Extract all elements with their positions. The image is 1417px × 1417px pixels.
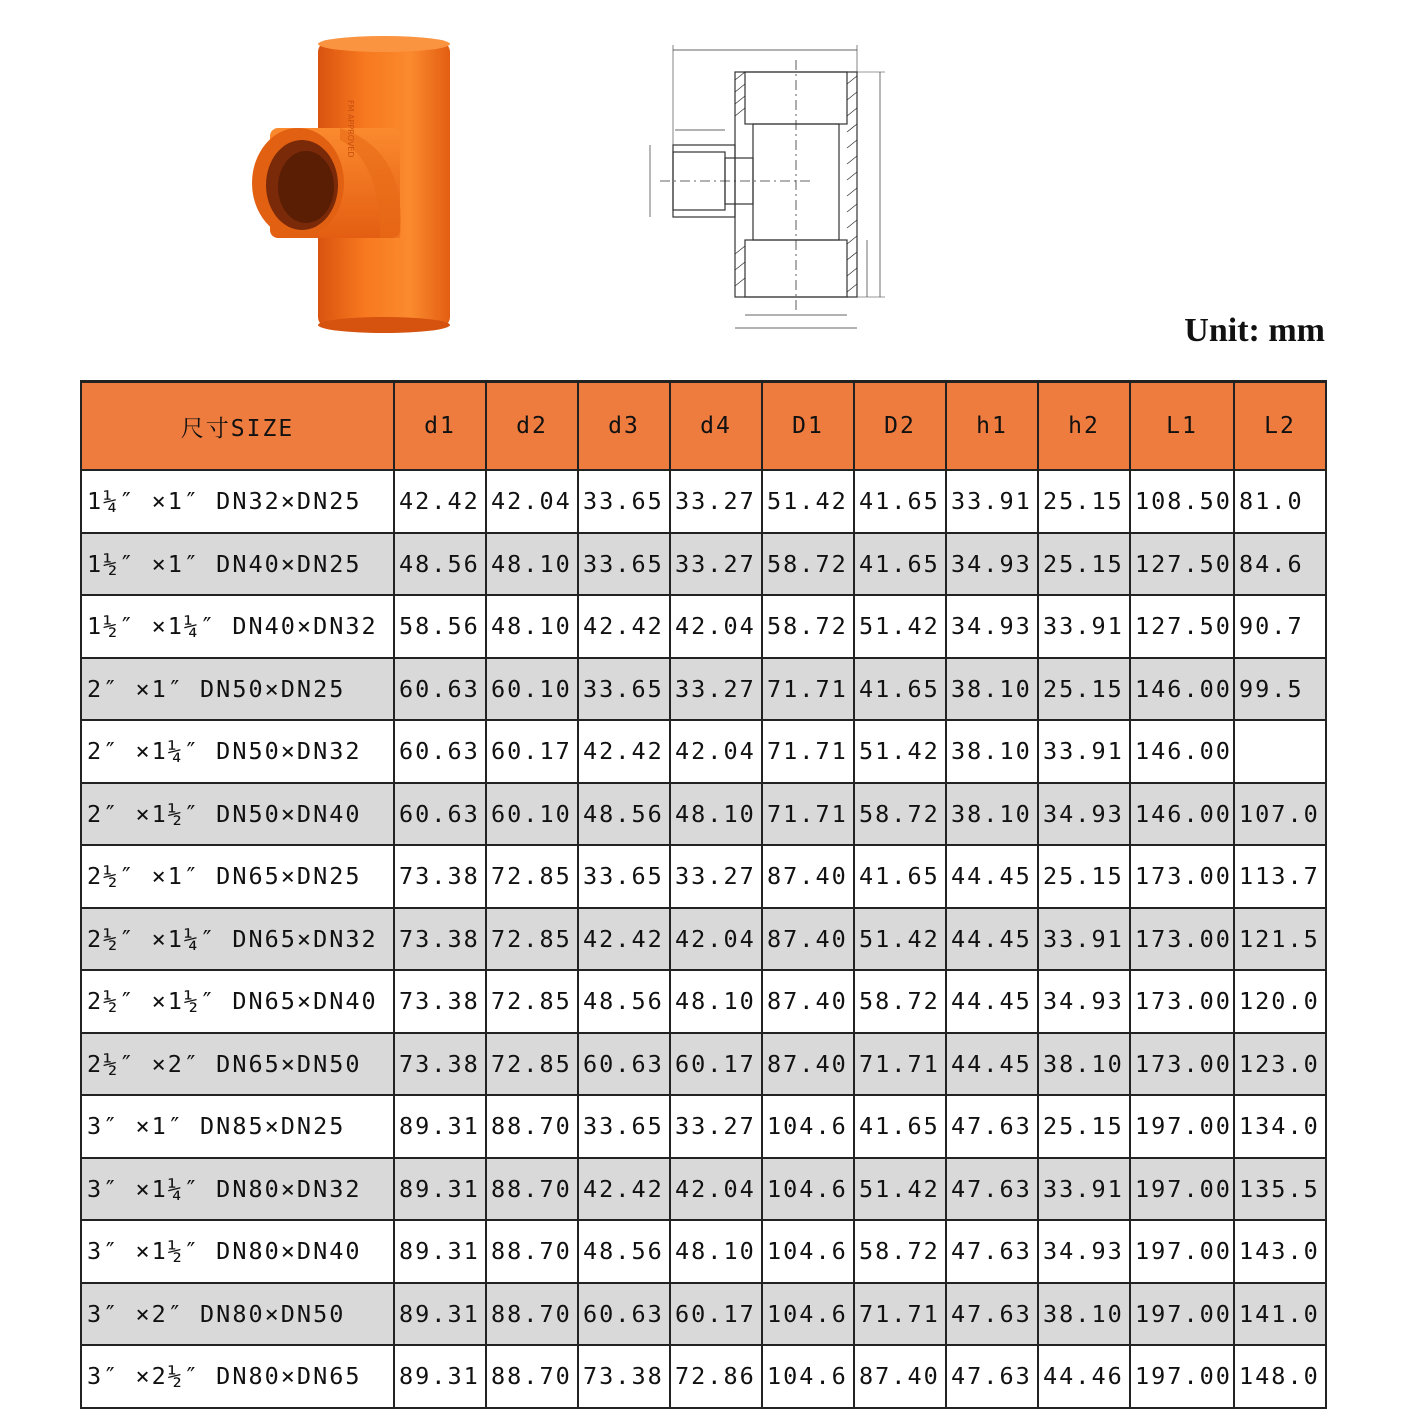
cell-d1-outer: 87.40	[762, 1033, 854, 1096]
cell-l1: 197.00	[1130, 1220, 1234, 1283]
cell-d2-outer: 41.65	[854, 470, 946, 533]
cell-h2: 34.93	[1038, 1220, 1130, 1283]
header-d3: d3	[578, 382, 670, 471]
cell-h1: 34.93	[946, 533, 1038, 596]
cell-d4: 42.04	[670, 595, 762, 658]
cell-d3: 42.42	[578, 1158, 670, 1221]
cell-d2: 88.70	[486, 1345, 578, 1408]
cell-h2: 33.91	[1038, 908, 1130, 971]
cell-h1: 38.10	[946, 783, 1038, 846]
cell-h1: 44.45	[946, 845, 1038, 908]
table-row	[81, 908, 1326, 971]
dimension-table	[80, 380, 1327, 1409]
cell-h1: 33.91	[946, 470, 1038, 533]
cell-d1-outer: 71.71	[762, 658, 854, 721]
cell-d4: 33.27	[670, 1095, 762, 1158]
cell-d1: 60.63	[394, 720, 486, 783]
cell-d2-outer: 51.42	[854, 908, 946, 971]
cell-h2: 25.15	[1038, 1095, 1130, 1158]
cell-d3: 33.65	[578, 533, 670, 596]
cell-h2: 25.15	[1038, 470, 1130, 533]
cell-l1: 108.50	[1130, 470, 1234, 533]
cell-d1-outer: 58.72	[762, 533, 854, 596]
cell-d3: 42.42	[578, 908, 670, 971]
cell-d1: 73.38	[394, 1033, 486, 1096]
cell-l2: 107.0	[1234, 783, 1326, 846]
cell-d1: 89.31	[394, 1095, 486, 1158]
cell-l1: 173.00	[1130, 845, 1234, 908]
tee-fitting-photo	[230, 30, 480, 340]
cell-h2: 33.91	[1038, 595, 1130, 658]
cell-h2: 33.91	[1038, 720, 1130, 783]
cell-d1-outer: 87.40	[762, 845, 854, 908]
cell-l2: 135.5	[1234, 1158, 1326, 1221]
cell-h2: 34.93	[1038, 970, 1130, 1033]
cell-d2: 88.70	[486, 1220, 578, 1283]
cell-size: 2″ ×1″ DN50×DN25	[81, 658, 394, 721]
cell-d1-outer: 87.40	[762, 908, 854, 971]
cell-d3: 42.42	[578, 720, 670, 783]
header-D2: D2	[854, 382, 946, 471]
cell-h2: 34.93	[1038, 783, 1130, 846]
cell-d2: 60.17	[486, 720, 578, 783]
cell-d4: 42.04	[670, 908, 762, 971]
cell-h1: 38.10	[946, 658, 1038, 721]
cell-h2: 38.10	[1038, 1283, 1130, 1346]
cell-d3: 60.63	[578, 1283, 670, 1346]
cell-d3: 33.65	[578, 470, 670, 533]
cell-d1-outer: 104.6	[762, 1220, 854, 1283]
cell-h1: 38.10	[946, 720, 1038, 783]
cell-d1: 58.56	[394, 595, 486, 658]
cell-h2: 25.15	[1038, 658, 1130, 721]
cell-d2: 72.85	[486, 908, 578, 971]
cell-d1: 42.42	[394, 470, 486, 533]
cell-d4: 33.27	[670, 658, 762, 721]
cell-d2: 88.70	[486, 1158, 578, 1221]
cell-d4: 33.27	[670, 470, 762, 533]
cell-d4: 60.17	[670, 1283, 762, 1346]
cell-d1-outer: 104.6	[762, 1095, 854, 1158]
cell-l2	[1234, 720, 1326, 783]
unit-label: Unit: mm	[1184, 312, 1325, 349]
cell-h1: 47.63	[946, 1095, 1038, 1158]
header-size: 尺寸SIZE	[81, 382, 394, 471]
cell-d4: 48.10	[670, 783, 762, 846]
table-row	[81, 658, 1326, 721]
cell-d2: 42.04	[486, 470, 578, 533]
cell-l1: 173.00	[1130, 1033, 1234, 1096]
cell-d3: 48.56	[578, 783, 670, 846]
cell-d4: 60.17	[670, 1033, 762, 1096]
cell-size: 2½″ ×2″ DN65×DN50	[81, 1033, 394, 1096]
cell-d2-outer: 71.71	[854, 1033, 946, 1096]
cell-d2-outer: 71.71	[854, 1283, 946, 1346]
cell-d1: 89.31	[394, 1345, 486, 1408]
cell-d4: 42.04	[670, 1158, 762, 1221]
cell-d2: 60.10	[486, 783, 578, 846]
cell-l1: 146.00	[1130, 783, 1234, 846]
cell-d2-outer: 41.65	[854, 845, 946, 908]
cell-d3: 42.42	[578, 595, 670, 658]
cell-h2: 33.91	[1038, 1158, 1130, 1221]
table-row	[81, 970, 1326, 1033]
cell-size: 2½″ ×1¼″ DN65×DN32	[81, 908, 394, 971]
cell-d2-outer: 41.65	[854, 658, 946, 721]
cell-size: 2½″ ×1½″ DN65×DN40	[81, 970, 394, 1033]
cell-d4: 72.86	[670, 1345, 762, 1408]
cell-l1: 197.00	[1130, 1283, 1234, 1346]
cell-size: 1½″ ×1¼″ DN40×DN32	[81, 595, 394, 658]
header-D1: D1	[762, 382, 854, 471]
cell-l1: 127.50	[1130, 533, 1234, 596]
cell-size: 2″ ×1½″ DN50×DN40	[81, 783, 394, 846]
header-d1: d1	[394, 382, 486, 471]
cell-d1: 60.63	[394, 783, 486, 846]
cell-d3: 73.38	[578, 1345, 670, 1408]
cell-d4: 48.10	[670, 1220, 762, 1283]
cell-h1: 47.63	[946, 1158, 1038, 1221]
cell-l2: 148.0	[1234, 1345, 1326, 1408]
cell-l2: 90.7	[1234, 595, 1326, 658]
cell-d1-outer: 104.6	[762, 1345, 854, 1408]
cell-l1: 127.50	[1130, 595, 1234, 658]
cell-d1: 89.31	[394, 1283, 486, 1346]
cell-size: 2½″ ×1″ DN65×DN25	[81, 845, 394, 908]
cell-d3: 48.56	[578, 970, 670, 1033]
cell-d2: 72.85	[486, 970, 578, 1033]
table-row	[81, 1158, 1326, 1221]
cell-d3: 48.56	[578, 1220, 670, 1283]
cell-d2-outer: 58.72	[854, 1220, 946, 1283]
cell-size: 3″ ×1¼″ DN80×DN32	[81, 1158, 394, 1221]
header-h2: h2	[1038, 382, 1130, 471]
cell-size: 3″ ×1″ DN85×DN25	[81, 1095, 394, 1158]
cell-d4: 33.27	[670, 845, 762, 908]
cell-l1: 173.00	[1130, 970, 1234, 1033]
cell-d1: 73.38	[394, 970, 486, 1033]
cell-d4: 42.04	[670, 720, 762, 783]
cell-h1: 44.45	[946, 908, 1038, 971]
header-L1: L1	[1130, 382, 1234, 471]
table-row	[81, 1345, 1326, 1408]
cell-d1-outer: 71.71	[762, 783, 854, 846]
table-row	[81, 470, 1326, 533]
cell-d2: 48.10	[486, 533, 578, 596]
cell-h1: 44.45	[946, 1033, 1038, 1096]
cell-h2: 25.15	[1038, 845, 1130, 908]
cell-l1: 146.00	[1130, 658, 1234, 721]
cell-l2: 123.0	[1234, 1033, 1326, 1096]
tee-cross-section-drawing	[635, 40, 895, 340]
cell-d2-outer: 58.72	[854, 970, 946, 1033]
cell-d1-outer: 51.42	[762, 470, 854, 533]
cell-d2-outer: 41.65	[854, 1095, 946, 1158]
cell-h2: 38.10	[1038, 1033, 1130, 1096]
cell-d3: 33.65	[578, 1095, 670, 1158]
cell-l2: 120.0	[1234, 970, 1326, 1033]
table-row	[81, 533, 1326, 596]
cell-d1-outer: 104.6	[762, 1283, 854, 1346]
cell-d3: 33.65	[578, 845, 670, 908]
cell-d1-outer: 104.6	[762, 1158, 854, 1221]
cell-d1: 73.38	[394, 908, 486, 971]
table-row	[81, 845, 1326, 908]
cell-d2-outer: 51.42	[854, 1158, 946, 1221]
cell-l2: 84.6	[1234, 533, 1326, 596]
cell-h2: 44.46	[1038, 1345, 1130, 1408]
cell-d1: 89.31	[394, 1220, 486, 1283]
cell-h1: 44.45	[946, 970, 1038, 1033]
cell-d2-outer: 58.72	[854, 783, 946, 846]
cell-d2-outer: 51.42	[854, 595, 946, 658]
cell-d1: 89.31	[394, 1158, 486, 1221]
cell-size: 1½″ ×1″ DN40×DN25	[81, 533, 394, 596]
cell-d2-outer: 87.40	[854, 1345, 946, 1408]
cell-size: 3″ ×1½″ DN80×DN40	[81, 1220, 394, 1283]
cell-l2: 143.0	[1234, 1220, 1326, 1283]
table-row	[81, 595, 1326, 658]
cell-d1-outer: 58.72	[762, 595, 854, 658]
cell-d2: 60.10	[486, 658, 578, 721]
cell-l1: 197.00	[1130, 1345, 1234, 1408]
table-row	[81, 1283, 1326, 1346]
cell-l2: 121.5	[1234, 908, 1326, 971]
table-row	[81, 1033, 1326, 1096]
cell-l1: 173.00	[1130, 908, 1234, 971]
cell-d2: 88.70	[486, 1095, 578, 1158]
cell-size: 2″ ×1¼″ DN50×DN32	[81, 720, 394, 783]
cell-h2: 25.15	[1038, 533, 1130, 596]
header-d2: d2	[486, 382, 578, 471]
cell-size: 1¼″ ×1″ DN32×DN25	[81, 470, 394, 533]
cell-d2: 72.85	[486, 845, 578, 908]
cell-l2: 81.0	[1234, 470, 1326, 533]
cell-d1-outer: 71.71	[762, 720, 854, 783]
table-row	[81, 1095, 1326, 1158]
cell-l1: 197.00	[1130, 1095, 1234, 1158]
cell-h1: 47.63	[946, 1283, 1038, 1346]
cell-d3: 60.63	[578, 1033, 670, 1096]
header-h1: h1	[946, 382, 1038, 471]
cell-h1: 34.93	[946, 595, 1038, 658]
cell-l1: 197.00	[1130, 1158, 1234, 1221]
cell-d2: 88.70	[486, 1283, 578, 1346]
cell-l2: 99.5	[1234, 658, 1326, 721]
svg-text:FM APPROVED: FM APPROVED	[346, 100, 355, 158]
cell-d1: 48.56	[394, 533, 486, 596]
cell-l2: 141.0	[1234, 1283, 1326, 1346]
header-L2: L2	[1234, 382, 1326, 471]
cell-size: 3″ ×2½″ DN80×DN65	[81, 1345, 394, 1408]
cell-h1: 47.63	[946, 1220, 1038, 1283]
cell-l1: 146.00	[1130, 720, 1234, 783]
header-d4: d4	[670, 382, 762, 471]
cell-d3: 33.65	[578, 658, 670, 721]
cell-l2: 134.0	[1234, 1095, 1326, 1158]
cell-d2: 72.85	[486, 1033, 578, 1096]
cell-d2: 48.10	[486, 595, 578, 658]
cell-d1-outer: 87.40	[762, 970, 854, 1033]
table-row	[81, 720, 1326, 783]
cell-size: 3″ ×2″ DN80×DN50	[81, 1283, 394, 1346]
table-row	[81, 783, 1326, 846]
cell-d4: 33.27	[670, 533, 762, 596]
table-header-row	[81, 382, 1326, 471]
cell-d4: 48.10	[670, 970, 762, 1033]
cell-d2-outer: 51.42	[854, 720, 946, 783]
table-row	[81, 1220, 1326, 1283]
cell-l2: 113.7	[1234, 845, 1326, 908]
cell-d1: 60.63	[394, 658, 486, 721]
cell-d1: 73.38	[394, 845, 486, 908]
cell-d2-outer: 41.65	[854, 533, 946, 596]
cell-h1: 47.63	[946, 1345, 1038, 1408]
